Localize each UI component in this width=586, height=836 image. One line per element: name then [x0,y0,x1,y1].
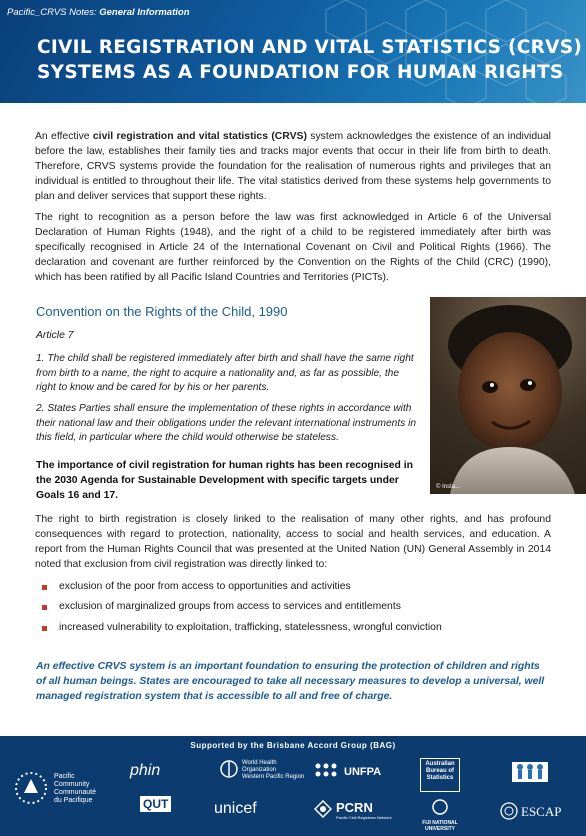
children-logo [512,762,548,782]
photo-credit: © Insta... [436,484,461,490]
spc-line-1: Pacific [54,773,75,780]
fnu-logo [415,799,465,832]
series-suffix: General Information [99,7,190,18]
bullet-square-icon [42,585,47,590]
pcrn-emblem-icon [314,800,332,818]
spc-line-4: du Pacifique [54,797,93,804]
article-item-1: 1. The child shall be registered immediately after birth and shall have the same right from birth to a name, the right to acquire a nationality and, as far as possible, the right to know and be cared for by his or her parents. [36,353,414,394]
who-emblem-icon [220,760,238,778]
fnu-line-2: UNIVERSITY [424,826,455,832]
supported-by-label: Supported by the Brisbane Accord Group (BAG) [190,741,396,750]
linked-rights-paragraph: The right to birth registration is closely linked to the realisation of many other rights, and has profound consequences with regard to protection, nationality, access to social and health services, and education. A report from the Human Rights Council that was presented at the United Nation (UN) General Assembly in 2014 noted that exclusion from civil registration was directly linked to: [35,514,551,571]
child-photo [430,297,586,494]
intro-p1-bold: civil registration and vital statistics (CRVS) [92,131,307,142]
list-item [42,597,542,617]
list-item-text: increased vulnerability to exploitation, trafficking, statelessness, wrongful conviction [59,621,442,633]
intro-paragraph-2: The right to recognition as a person before the law was first acknowledged in Article 6 of the Universal Declaration of Human Rights (1948), and the right of a child to be registered immediately after birth was specifically recognised in Article 24 of the International Covenant on Civil and Political Rights (1966). The declaration and covenant are further reinforced by the Convention on the Rights of the Child (CRC) (1990), which has been ratified by all Pacific Island Countries and Territories (PICTs). [35,212,551,284]
agenda-paragraph: The importance of civil registration for human rights has been recognised in the 2030 Agenda for Sustainable Development with specific targets under Goals 16 and 17. [36,460,414,501]
unicef-logo: unicef [214,800,257,817]
qut-logo: QUT [140,796,171,812]
children-figures-icon [512,762,548,782]
header-banner [0,0,586,103]
exclusion-list [42,577,542,638]
phin-logo: phin [130,762,161,779]
bullet-square-icon [42,605,47,610]
pcrn-label: PCRN [336,800,373,815]
fnu-line-1: FIJI NATIONAL [422,820,458,826]
abs-line-1: Australian [425,761,455,767]
title-line-1: CIVIL REGISTRATION AND VITAL STATISTICS (CRVS) [37,37,583,58]
list-item [42,618,542,638]
page-title [37,35,583,85]
child-illustration [430,297,586,494]
list-item [42,577,542,597]
list-item-text: exclusion of marginalized groups from access to services and entitlements [59,601,401,613]
who-line-3: Western Pacific Region [242,774,305,780]
spc-line-3: Communauté [54,789,97,796]
convention-heading: Convention on the Rights of the Child, 1990 [36,304,288,319]
list-item-text: exclusion of the poor from access to opportunities and activities [59,581,351,592]
escap-label: ESCAP [521,804,562,819]
abs-line-2: Bureau of [425,768,454,774]
spc-emblem-icon [14,771,48,805]
title-line-2: SYSTEMS AS A FOUNDATION FOR HUMAN RIGHTS [37,62,564,83]
closing-statement: An effective CRVS system is an important foundation to ensuring the protection of children and rights of all human beings. States are encouraged to take all necessary measures to develop a universal, well managed registration system that is accessible to all and free of charge. [36,661,545,702]
article-item-2: 2. States Parties shall ensure the implementation of these rights in accordance with their national law and their obligations under the relevant international instruments in this field, in particular where the child would otherwise be stateless. [36,403,416,444]
intro-p1-end: system acknowledges the existence of an individual before the law, establishes their family ties and tracks major events that occur in their life from birth to death. Therefore, CRVS systems provide the foundation for the realisation of numerous rights and privileges that an individual is entitled to throughout their life. The vital statistics derived from these systems help governments to plan and deliver services that support these rights. [35,131,551,203]
un-emblem-icon [500,802,518,820]
footer-banner [0,736,586,836]
article-label: Article 7 [36,330,74,341]
unfpa-dots-icon [314,762,344,784]
spc-line-2: Community [54,781,90,788]
abs-line-3: Statistics [426,775,454,781]
pcrn-subtitle: Pacific Civil Registrars Network [336,815,392,820]
who-line-2: Organization [242,767,277,773]
series-label [7,7,190,18]
bullet-square-icon [42,626,47,631]
who-line-1: World Health [242,760,277,766]
unfpa-label: UNFPA [344,766,382,778]
intro-p1-start: An effective [35,131,93,142]
intro-paragraph-1 [35,129,551,204]
abs-logo [420,758,460,792]
series-prefix: Pacific_CRVS Notes: [7,7,97,18]
fnu-emblem-icon [432,799,448,815]
